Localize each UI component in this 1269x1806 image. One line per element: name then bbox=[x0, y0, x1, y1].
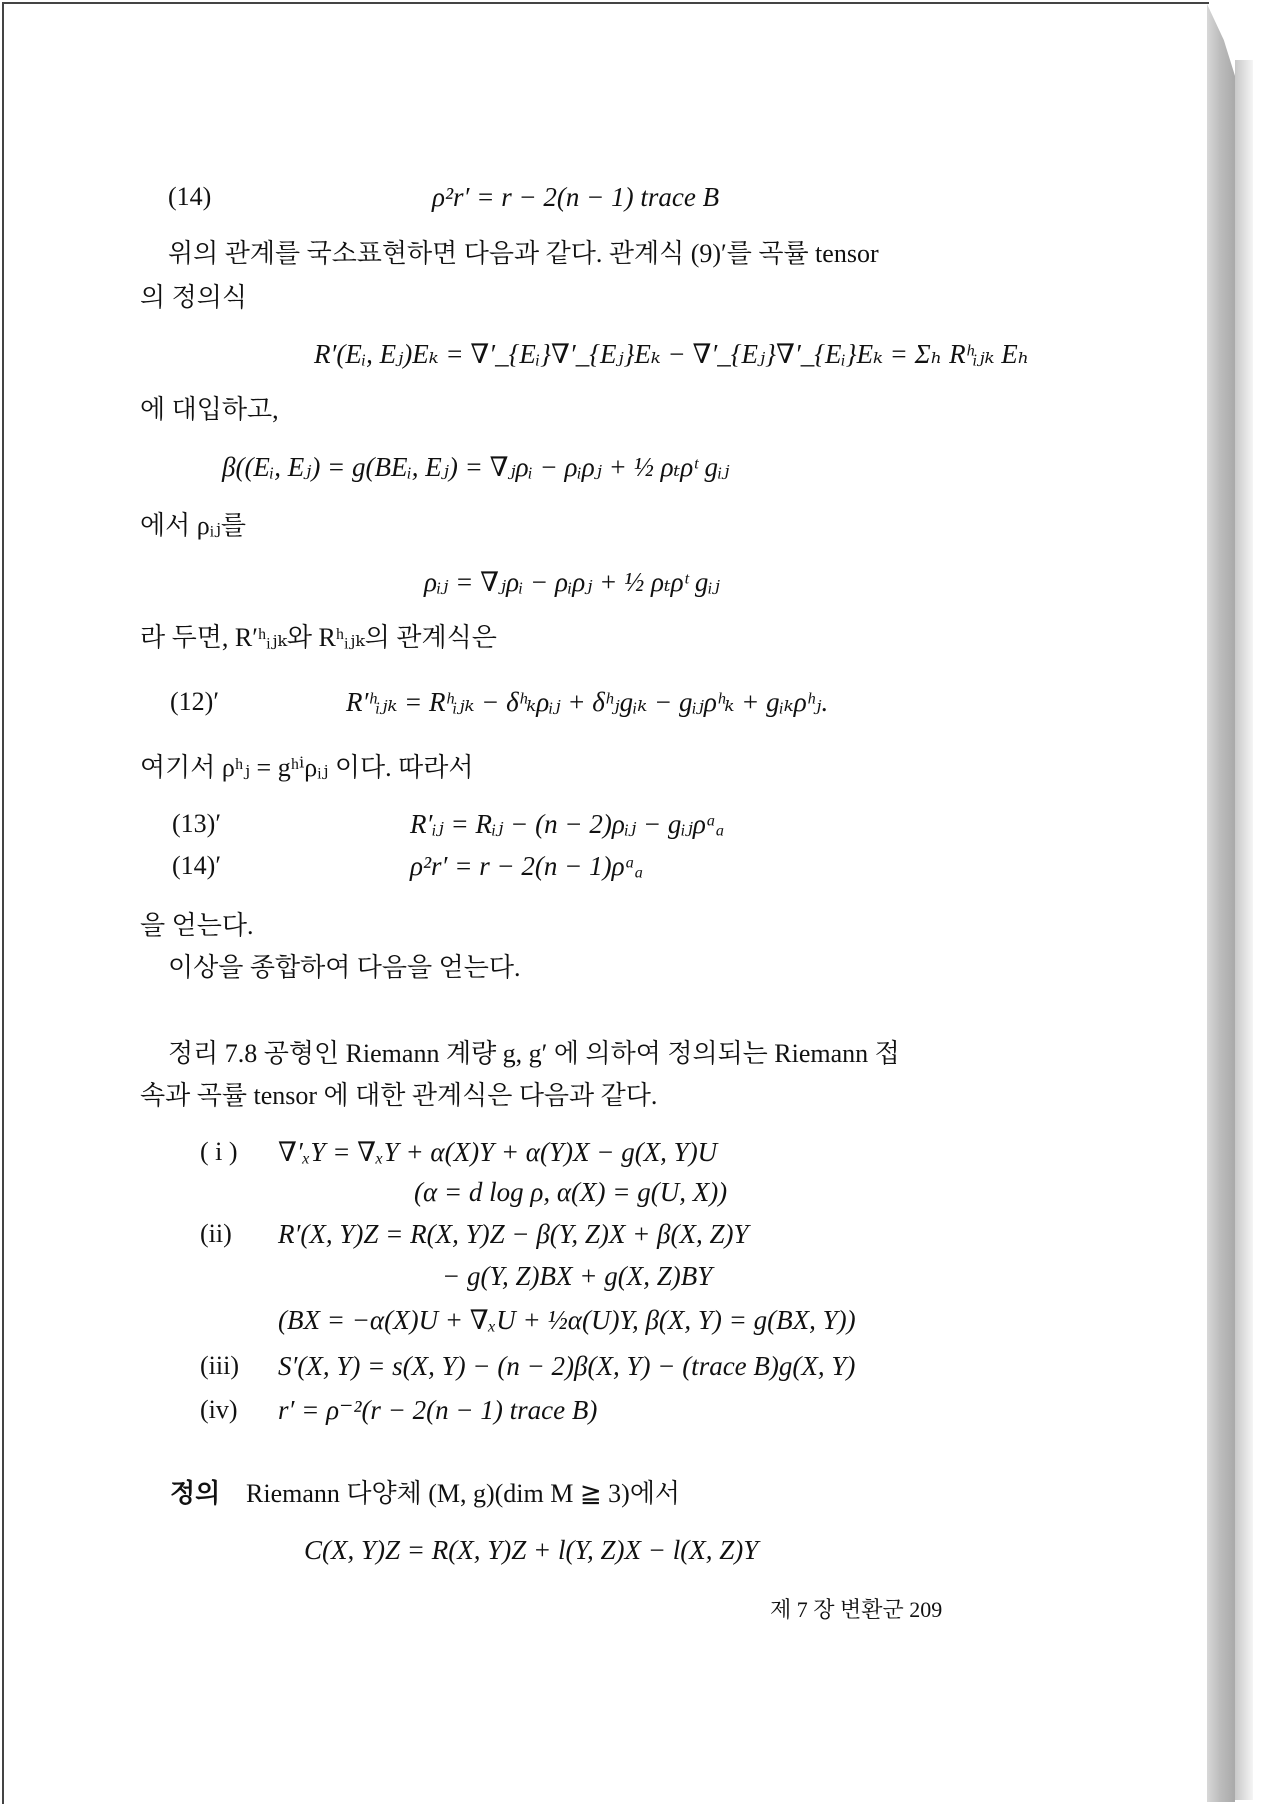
paragraph-line: 위의 관계를 국소표현하면 다음과 같다. 관계식 (9)′를 곡률 tensor bbox=[168, 239, 879, 268]
equation: ρ²r′ = r − 2(n − 1)ρᵃₐ bbox=[410, 851, 644, 881]
paragraph-line: 여기서 ρʰⱼ = gʰⁱρᵢⱼ 이다. 따라서 bbox=[140, 753, 474, 782]
equation: (α = d log ρ, α(X) = g(U, X)) bbox=[414, 1177, 728, 1207]
equation: R′(Eᵢ, Eⱼ)Eₖ = ∇′_{Eᵢ}∇′_{Eⱼ}Eₖ − ∇′_{Eⱼ}∇′_{Eᵢ}Eₖ = Σₕ Rʰᵢⱼₖ Eₕ bbox=[314, 339, 1030, 369]
item-number: (iii) bbox=[200, 1351, 239, 1380]
equation: R′ʰᵢⱼₖ = Rʰᵢⱼₖ − δʰₖρᵢⱼ + δʰⱼgᵢₖ − gᵢⱼρʰₖ + gᵢₖρʰⱼ. bbox=[346, 687, 829, 717]
equation: r′ = ρ⁻²(r − 2(n − 1) trace B) bbox=[278, 1395, 598, 1425]
equation: ρ²r′ = r − 2(n − 1) trace B bbox=[432, 182, 720, 212]
equation: ρᵢⱼ = ∇ⱼρᵢ − ρᵢρⱼ + ½ ρₜρᵗ gᵢⱼ bbox=[424, 567, 720, 597]
page-edge bbox=[1207, 4, 1235, 1802]
page-footer: 제 7 장 변환군 209 bbox=[770, 1597, 943, 1622]
equation: β((Eᵢ, Eⱼ) = g(BEᵢ, Eⱼ) = ∇ⱼρᵢ − ρᵢρⱼ + ½ ρₜρᵗ gᵢⱼ bbox=[222, 452, 730, 482]
paragraph-line: 라 두면, R′ʰᵢⱼₖ와 Rʰᵢⱼₖ의 관계식은 bbox=[140, 623, 497, 652]
paragraph-line: 의 정의식 bbox=[140, 283, 247, 312]
equation: (BX = −α(X)U + ∇ₓU + ½α(U)Y, β(X, Y) = g(BX, Y)) bbox=[278, 1305, 856, 1335]
equation: R′ᵢⱼ = Rᵢⱼ − (n − 2)ρᵢⱼ − gᵢⱼρᵃₐ bbox=[410, 809, 725, 839]
definition-label: 정의 bbox=[170, 1479, 221, 1508]
paragraph-line: 에서 ρᵢⱼ를 bbox=[140, 511, 246, 540]
paragraph-line: 이상을 종합하여 다음을 얻는다. bbox=[168, 953, 521, 982]
equation: S′(X, Y) = s(X, Y) − (n − 2)β(X, Y) − (trace B)g(X, Y) bbox=[278, 1351, 856, 1381]
equation: ∇′ₓY = ∇ₓY + α(X)Y + α(Y)X − g(X, Y)U bbox=[278, 1137, 718, 1167]
equation-number: (13)′ bbox=[172, 809, 222, 838]
paragraph-line: 을 얻는다. bbox=[140, 911, 254, 940]
equation: C(X, Y)Z = R(X, Y)Z + l(Y, Z)X − l(X, Z)Y bbox=[304, 1535, 759, 1565]
theorem-line: 속과 곡률 tensor 에 대한 관계식은 다음과 같다. bbox=[140, 1081, 658, 1110]
equation-number: (14) bbox=[168, 182, 212, 211]
definition-line: Riemann 다양체 (M, g)(dim M ≧ 3)에서 bbox=[246, 1479, 681, 1508]
item-number: ( i ) bbox=[200, 1137, 238, 1166]
equation: R′(X, Y)Z = R(X, Y)Z − β(Y, Z)X + β(X, Z)Y bbox=[278, 1219, 749, 1249]
equation: − g(Y, Z)BX + g(X, Z)BY bbox=[442, 1261, 713, 1291]
equation-number: (12)′ bbox=[170, 687, 220, 716]
paragraph-line: 에 대입하고, bbox=[140, 395, 279, 424]
theorem-line: 정리 7.8 공형인 Riemann 계량 g, g′ 에 의하여 정의되는 Riemann 접 bbox=[168, 1039, 900, 1068]
item-number: (iv) bbox=[200, 1395, 238, 1424]
equation-number: (14)′ bbox=[172, 851, 222, 880]
item-number: (ii) bbox=[200, 1219, 232, 1248]
page-shadow bbox=[1235, 60, 1253, 1800]
